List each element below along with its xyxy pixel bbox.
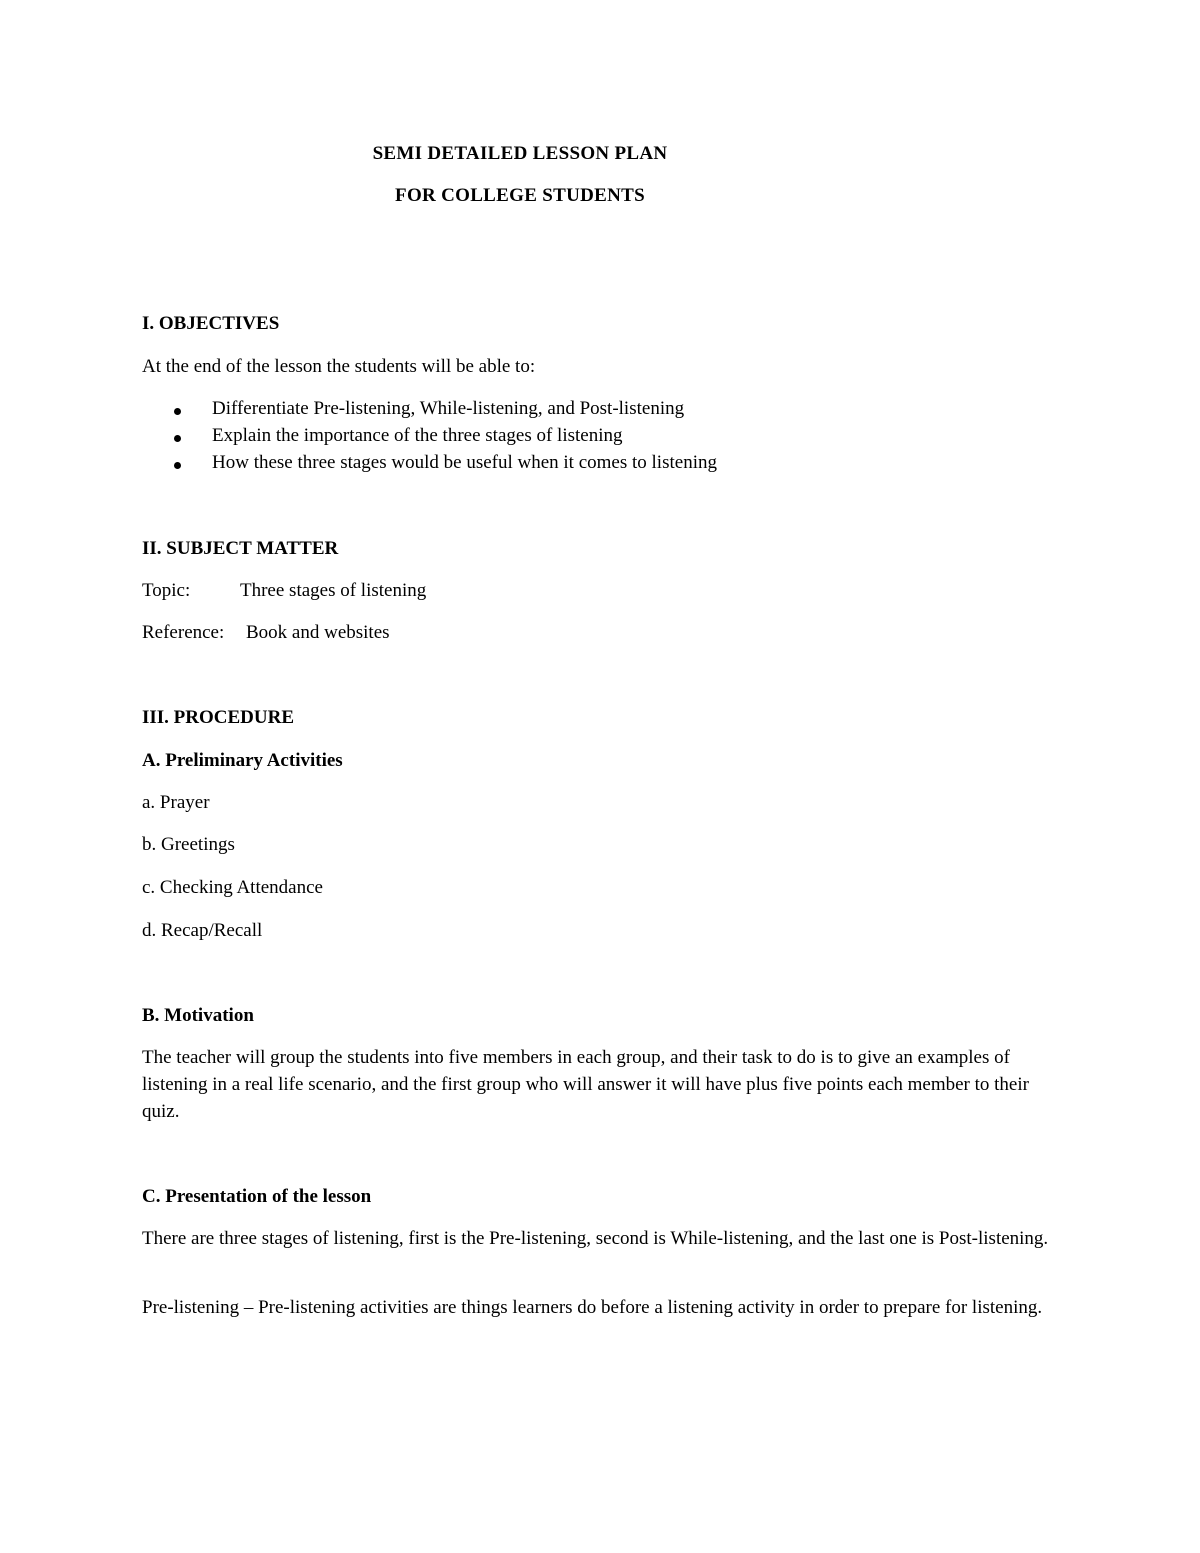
- preliminary-item: d. Recap/Recall: [142, 920, 263, 941]
- bullet-icon: [174, 455, 184, 465]
- bullet-icon: [174, 401, 184, 411]
- presentation-heading: C. Presentation of the lesson: [142, 1186, 372, 1207]
- objective-item: Explain the importance of the three stages of listening: [212, 425, 623, 446]
- objectives-heading: I. OBJECTIVES: [142, 313, 280, 334]
- preliminary-heading: A. Preliminary Activities: [142, 750, 343, 771]
- subject-matter-heading: II. SUBJECT MATTER: [142, 538, 339, 559]
- document-title: SEMI DETAILED LESSON PLAN: [372, 143, 668, 164]
- motivation-heading: B. Motivation: [142, 1005, 254, 1026]
- objective-item: How these three stages would be useful when it comes to listening: [212, 452, 717, 473]
- bullet-icon: [174, 428, 184, 438]
- preliminary-item: b. Greetings: [142, 834, 235, 855]
- presentation-text: Pre-listening – Pre-listening activities are things learners do before a listening activity in order to prepare for listening.: [142, 1297, 1043, 1318]
- reference-label: Reference:: [142, 622, 225, 643]
- objective-item: Differentiate Pre-listening, While-listening, and Post-listening: [212, 398, 685, 419]
- reference-value: Book and websites: [246, 622, 390, 643]
- topic-value: Three stages of listening: [240, 580, 427, 601]
- motivation-text: The teacher will group the students into five members in each group, and their task to do is to give an examples of listening in a real life scenario, and the first group who will answer it will have plus five points each member to their quiz.: [142, 1047, 1029, 1122]
- procedure-heading: III. PROCEDURE: [142, 707, 295, 728]
- presentation-text: There are three stages of listening, first is the Pre-listening, second is While-listening, and the last one is Post-listening.: [142, 1228, 1049, 1249]
- preliminary-item: c. Checking Attendance: [142, 877, 323, 898]
- topic-label: Topic:: [142, 580, 191, 601]
- objectives-intro: At the end of the lesson the students will be able to:: [142, 356, 536, 377]
- document-subtitle: FOR COLLEGE STUDENTS: [395, 185, 645, 206]
- preliminary-item: a. Prayer: [142, 792, 210, 813]
